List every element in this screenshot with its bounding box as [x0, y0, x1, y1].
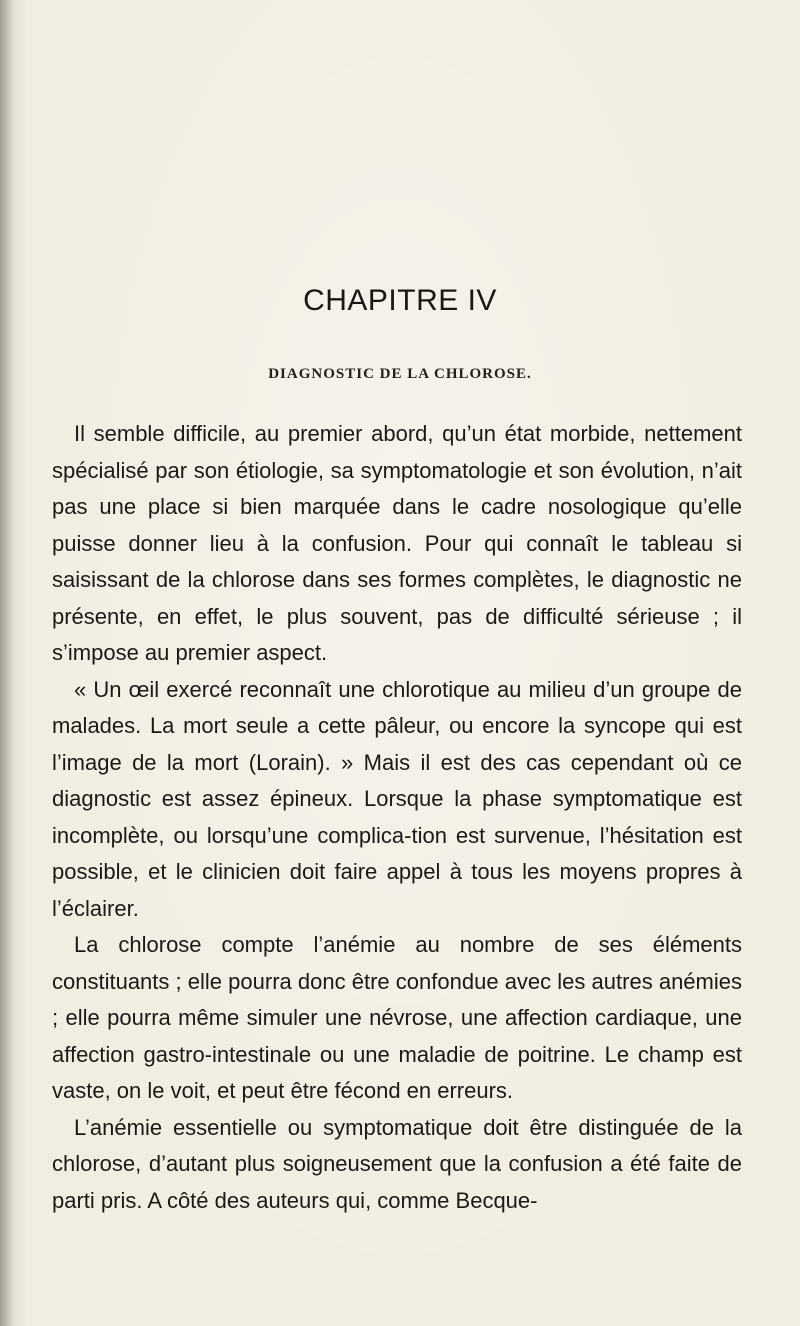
paragraph: « Un œil exercé reconnaît une chlorotique au milieu d’un groupe de malades. La mort seule a cette pâleur, ou encore la syncope qui est l’image de la mort (Lorain). » Mais il est des cas cependant où ce diagnostic est assez épineux. Lorsque la phase symptomatique est incomplète, ou lorsqu’une complica-tion est survenue, l’hésitation est possible, et le clinicien doit faire appel à tous les moyens propres à l’éclairer.	[52, 676, 742, 921]
paragraph: L’anémie essentielle ou symptomatique doit être distinguée de la chlorose, d’autant plus soigneusement que la confusion a été faite de parti pris. A côté des auteurs qui, comme Becque-	[52, 1114, 742, 1213]
section-title: DIAGNOSTIC DE LA CHLOROSE.	[268, 366, 532, 382]
paragraph: Il semble difficile, au premier abord, qu’un état morbide, nettement spécialisé par son étiologie, sa symptomatologie et son évolution, n’ait pas une place si bien marquée dans le cadre nosologique qu’elle puisse donner lieu à la confusion. Pour qui connaît le tableau si saisissant de la chlorose dans ses formes complètes, le diagnostic ne présente, en effet, le plus souvent, pas de difficulté sérieuse ; il s’impose au premier aspect.	[52, 421, 742, 665]
chapter-title: CHAPITRE IV	[303, 284, 497, 317]
body-text	[52, 416, 742, 1219]
page-gutter-shadow	[0, 0, 14, 1326]
paragraph: La chlorose compte l’anémie au nombre de ses éléments constituants ; elle pourra donc être confondue avec les autres anémies ; elle pourra même simuler une névrose, une affection cardiaque, une affection gastro-intestinale ou une maladie de poitrine. Le champ est vaste, on le voit, et peut être fécond en erreurs.	[52, 932, 742, 1103]
